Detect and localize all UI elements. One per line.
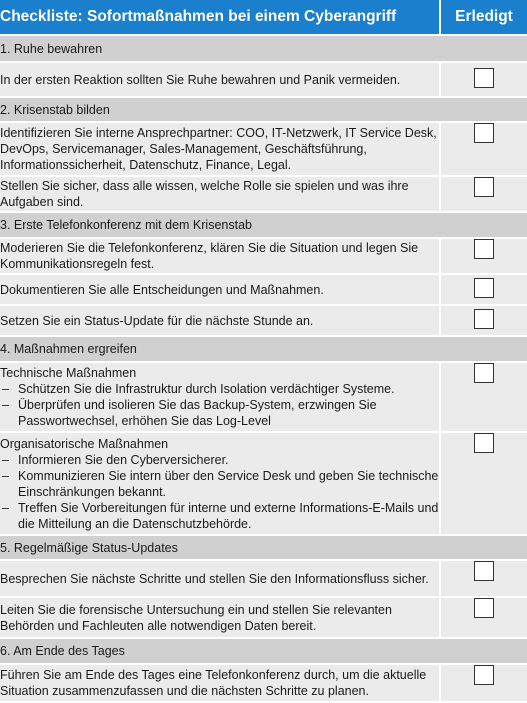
checklist-item (0, 597, 527, 638)
item-text: Identifizieren Sie interne Ansprechpartner: COO, IT-Netzwerk, IT Service Desk, DevOps, Servicemanager, Sales-Management, Geschäftsführung, Informationssicherheit, Datenschutz, Finance, Legal. (0, 122, 440, 176)
checklist-item (0, 62, 527, 97)
checkbox[interactable] (474, 239, 494, 259)
checkbox[interactable] (474, 363, 494, 383)
item-text (0, 362, 440, 432)
section-header (0, 535, 527, 560)
section-title: 4. Maßnahmen ergreifen (0, 336, 527, 362)
item-text: Setzen Sie ein Status-Update für die nächste Stunde an. (0, 305, 440, 336)
section-header (0, 35, 527, 62)
checklist-item (0, 432, 527, 535)
bullet-item: – Überprüfen und isolieren Sie das Backup-System, erzwingen Sie Passwortwechsel, erhöhen Sie das Log-Level (0, 397, 439, 429)
item-text: Stellen Sie sicher, dass alle wissen, welche Rolle sie spielen und was ihre Aufgaben sind. (0, 176, 440, 212)
item-text (0, 432, 440, 535)
checklist-item (0, 305, 527, 336)
checkbox[interactable] (474, 278, 494, 298)
section-title: 2. Krisenstab bilden (0, 97, 527, 122)
item-text: Führen Sie am Ende des Tages eine Telefonkonferenz durch, um die aktuelle Situation zusammenzufassen und die nächsten Schritte zu planen. (0, 664, 440, 702)
checkbox[interactable] (474, 123, 494, 143)
checkbox[interactable] (474, 68, 494, 88)
bullet-item: – Kommunizieren Sie intern über den Service Desk und geben Sie technische Einschränkungen bekannt. (0, 468, 439, 500)
item-text: In der ersten Reaktion sollten Sie Ruhe bewahren und Panik vermeiden. (0, 62, 440, 97)
checkbox[interactable] (474, 309, 494, 329)
section-title: 1. Ruhe bewahren (0, 35, 527, 62)
header-row (0, 0, 527, 35)
item-text: Moderieren Sie die Telefonkonferenz, klären Sie die Situation und legen Sie Kommunikationsregeln fest. (0, 238, 440, 274)
section-title: 3. Erste Telefonkonferenz mit dem Krisenstab (0, 212, 527, 238)
checkbox[interactable] (474, 598, 494, 618)
checklist-item (0, 664, 527, 702)
bullet-item: – Treffen Sie Vorbereitungen für interne und externe Informations-E-Mails und die Mitteilung an die Datenschutzbehörde. (0, 500, 439, 532)
checkbox[interactable] (474, 433, 494, 453)
checklist-item (0, 362, 527, 432)
bullet-item: – Informieren Sie den Cyberversicherer. (0, 452, 439, 468)
checklist-item (0, 274, 527, 305)
section-header (0, 212, 527, 238)
checkbox[interactable] (474, 561, 494, 581)
item-text: Dokumentieren Sie alle Entscheidungen und Maßnahmen. (0, 274, 440, 305)
done-column-header: Erledigt (440, 0, 527, 35)
section-title: 6. Am Ende des Tages (0, 638, 527, 664)
checklist-item (0, 176, 527, 212)
subgroup-heading: Technische Maßnahmen (0, 366, 137, 380)
item-text: Leiten Sie die forensische Untersuchung ein und stellen Sie relevanten Behörden und Fachleuten alle notwendigen Daten bereit. (0, 597, 440, 638)
subgroup-heading: Organisatorische Maßnahmen (0, 436, 169, 451)
bullet-item: – Schützen Sie die Infrastruktur durch Isolation verdächtiger Systeme. (0, 381, 439, 397)
checklist-title: Checkliste: Sofortmaßnahmen bei einem Cyberangriff (0, 0, 440, 35)
checklist-item (0, 560, 527, 597)
section-header (0, 97, 527, 122)
section-header (0, 638, 527, 664)
section-header (0, 336, 527, 362)
checkbox[interactable] (474, 665, 494, 685)
item-text: Besprechen Sie nächste Schritte und stellen Sie den Informationsfluss sicher. (0, 560, 440, 597)
checkbox[interactable] (474, 177, 494, 197)
section-title: 5. Regelmäßige Status-Updates (0, 535, 527, 560)
checklist-item (0, 238, 527, 274)
checklist-item (0, 122, 527, 176)
